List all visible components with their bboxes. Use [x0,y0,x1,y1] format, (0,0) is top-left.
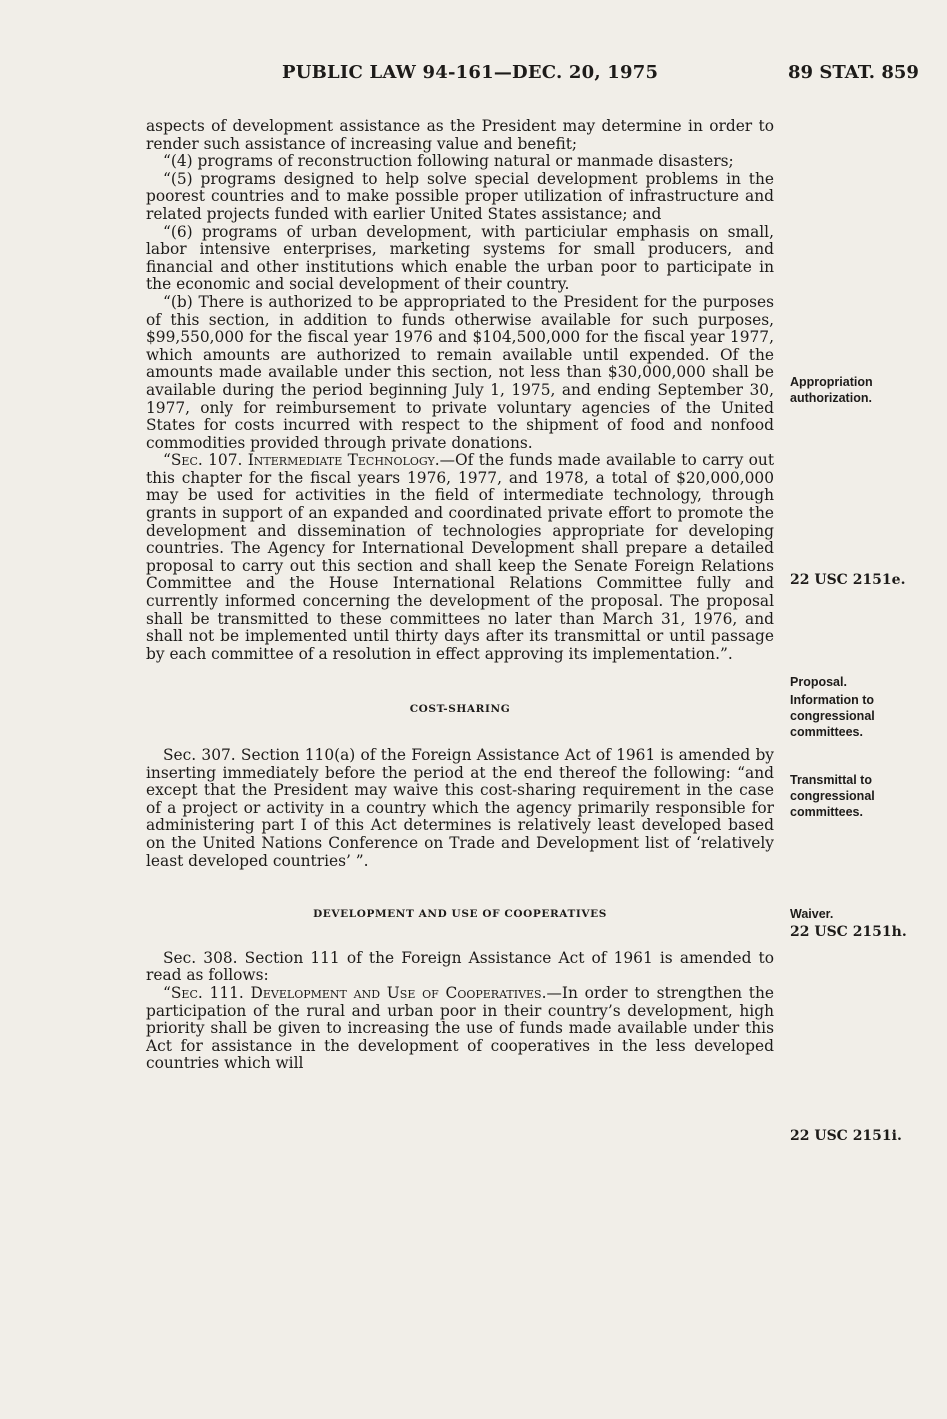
margin-note-appropriation: Appropriation authorization. [790,375,873,405]
margin-note-information: Information to congressional committees. [790,693,875,739]
margin-note-usc-2151h: 22 USC 2151h. [790,924,907,940]
page-header-title: PUBLIC LAW 94-161—DEC. 20, 1975 [282,62,659,83]
sec-111-heading: “Sec. 111. Development and Use of Cooperatives. [163,983,547,1002]
margin-note-transmittal: Transmittal to congressional committees. [790,773,875,819]
paragraph-item-5: “(5) programs designed to help solve special development problems in the poorest countries and to make possible proper utilization of infrastructure and related projects funded with earlier United States assistance; and [146,169,774,223]
margin-note-proposal: Proposal. [790,675,847,689]
heading-cooperatives: DEVELOPMENT AND USE OF COOPERATIVES [313,908,607,921]
paragraph-sec-107 [146,452,774,663]
paragraph-item-4: “(4) programs of reconstruction following natural or manmade disasters; [163,152,734,171]
body-text [146,118,774,1073]
page-header-stat: 89 STAT. 859 [788,62,919,83]
margin-note-usc-2151e: 22 USC 2151e. [790,572,906,588]
sec-107-heading: “Sec. 107. Intermediate Technology. [163,451,440,470]
margin-note-usc-2151i: 22 USC 2151i. [790,1128,902,1144]
paragraph-sec-111 [146,985,774,1073]
paragraph-subsection-b: “(b) There is authorized to be appropriated to the President for the purposes of this section, in addition to funds otherwise available for such purposes, $99,550,000 for the fiscal year 1976 and $104,500,000 for the fiscal year 1977, which amounts are authorized to remain available until expended. Of the amounts made available under this section, not less than $30,000,000 shall be available during the period beginning July 1, 1975, and ending September 30, 1977, only for reimbursement to private voluntary agencies of the United States for costs incurred with respect to the shipment of food and nonfood commodities provided through private donations. [146,292,774,452]
heading-cost-sharing: COST-SHARING [409,703,511,716]
paragraph-sec-308: Sec. 308. Section 111 of the Foreign Assistance Act of 1961 is amended to read as follows: [146,948,774,985]
paragraph-continuation: aspects of development assistance as the President may determine in order to render such assistance of increasing value and benefit; [146,117,774,153]
margin-note-waiver: Waiver. [790,907,834,921]
paragraph-item-6: “(6) programs of urban development, with particiular emphasis on small, labor intensive enterprises, marketing systems for small producers, and financial and other institutions which enable the urban poor to participate in the economic and social development of their country. [146,222,774,294]
sec-111-text: —In order to strengthen the participation of the rural and urban poor in their country’s development, high priority shall be given to increasing the use of funds made available under this Act for assistance in the development of cooperatives in the less developed countries which will [146,983,774,1073]
paragraph-sec-307: Sec. 307. Section 110(a) of the Foreign Assistance Act of 1961 is amended by inserting immediately before the period at the end thereof the following: “and except that the President may waive this cost-sharing requirement in the case of a project or activity in a country which the agency primarily responsible for administering part I of this Act determines is relatively least developed based on the United Nations Conference on Trade and Development list of ‘relatively least developed countries’ ”. [146,746,774,870]
sec-107-text: —Of the funds made available to carry out this chapter for the fiscal years 1976, 1977, and 1978, a total of $20,000,000 may be used for activities in the field of intermediate technology, through grants in support of an expanded and coordinated private effort to promote the development and dissemination of technologies appropriate for developing countries. The Agency for International Development shall prepare a detailed proposal to carry out this section and shall keep the Senate Foreign Relations Committee and the House International Relations Committee fully and currently informed concerning the development of the proposal. The proposal shall be transmitted to these committees no later than March 31, 1976, and shall not be implemented until thirty days after its transmittal or until passage by each committee of a resolution in effect approving its implementation.”. [146,451,775,663]
